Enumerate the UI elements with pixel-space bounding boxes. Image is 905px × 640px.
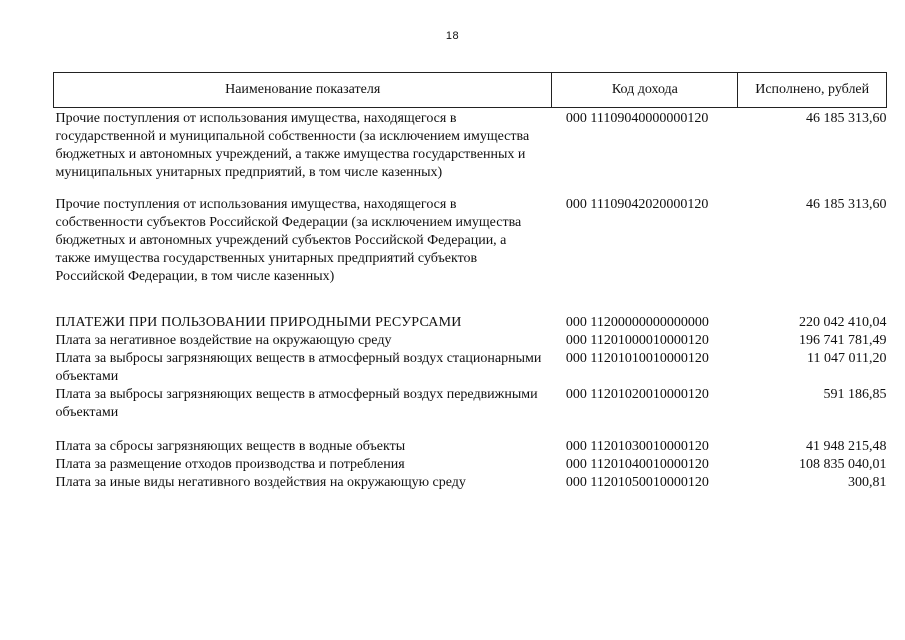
table-row: [54, 332, 887, 350]
row-name: Плата за выбросы загрязняющих веществ в атмосферный воздух стационарными объектами: [55, 351, 542, 384]
header-amount: Исполнено, рублей: [738, 73, 887, 108]
table-header-row: [54, 73, 887, 108]
table-row: [54, 386, 887, 422]
row-amount: 46 185 313,60: [806, 111, 887, 126]
row-code: 000 11201000010000120: [565, 333, 709, 348]
row-name: Плата за сбросы загрязняющих веществ в водные объекты: [55, 439, 406, 454]
row-amount: 46 185 313,60: [806, 197, 887, 212]
row-code: 000 11201010010000120: [565, 351, 709, 366]
table-row: [54, 108, 887, 183]
row-name: Плата за выбросы загрязняющих веществ в атмосферный воздух передвижными объектами: [55, 387, 538, 420]
row-amount: 196 741 781,49: [799, 333, 887, 348]
row-code: 000 11201040010000120: [565, 457, 709, 472]
row-code: 000 11201050010000120: [565, 475, 709, 490]
row-name: Прочие поступления от использования имущества, находящегося в собственности субъектов Российской Федерации (за исключением имущества бюджетных и автономных учреждений субъектов Российской Федерации, а также имущества государственных унитарных предприятий субъектов Российской Федерации, в том числе казенных): [55, 197, 522, 284]
table-row: [54, 182, 887, 286]
row-amount: 11 047 011,20: [807, 351, 887, 366]
table-row: [54, 286, 887, 332]
row-name: Прочие поступления от использования имущества, находящегося в государственной и муниципальной собственности (за исключением имущества бюджетных и автономных учреждений, а также имущества государственных и муниципальных унитарных предприятий, в том числе казенных): [55, 111, 530, 180]
row-name: Плата за негативное воздействие на окружающую среду: [55, 333, 392, 348]
row-code: 000 11201020010000120: [565, 387, 709, 402]
row-amount: 108 835 040,01: [799, 457, 887, 472]
row-name: Плата за иные виды негативного воздействия на окружающую среду: [55, 475, 466, 490]
row-amount: 591 186,85: [823, 387, 887, 402]
table-row: [54, 422, 887, 456]
table-row: [54, 456, 887, 474]
row-amount: 41 948 215,48: [806, 439, 887, 454]
header-code: Код дохода: [552, 73, 738, 108]
table-row: [54, 474, 887, 492]
revenue-table: [53, 72, 887, 492]
row-code: 000 11200000000000000: [565, 315, 709, 330]
row-amount: 220 042 410,04: [799, 315, 887, 330]
row-code: 000 11109042020000120: [565, 197, 709, 212]
row-name: Плата за размещение отходов производства и потребления: [55, 457, 405, 472]
table-row: [54, 350, 887, 386]
row-amount: 300,81: [848, 475, 887, 490]
row-code: 000 11109040000000120: [565, 111, 709, 126]
header-name: Наименование показателя: [54, 73, 552, 108]
row-code: 000 11201030010000120: [565, 439, 709, 454]
row-name: ПЛАТЕЖИ ПРИ ПОЛЬЗОВАНИИ ПРИРОДНЫМИ РЕСУРСАМИ: [55, 315, 462, 330]
page-number: 18: [445, 30, 460, 42]
